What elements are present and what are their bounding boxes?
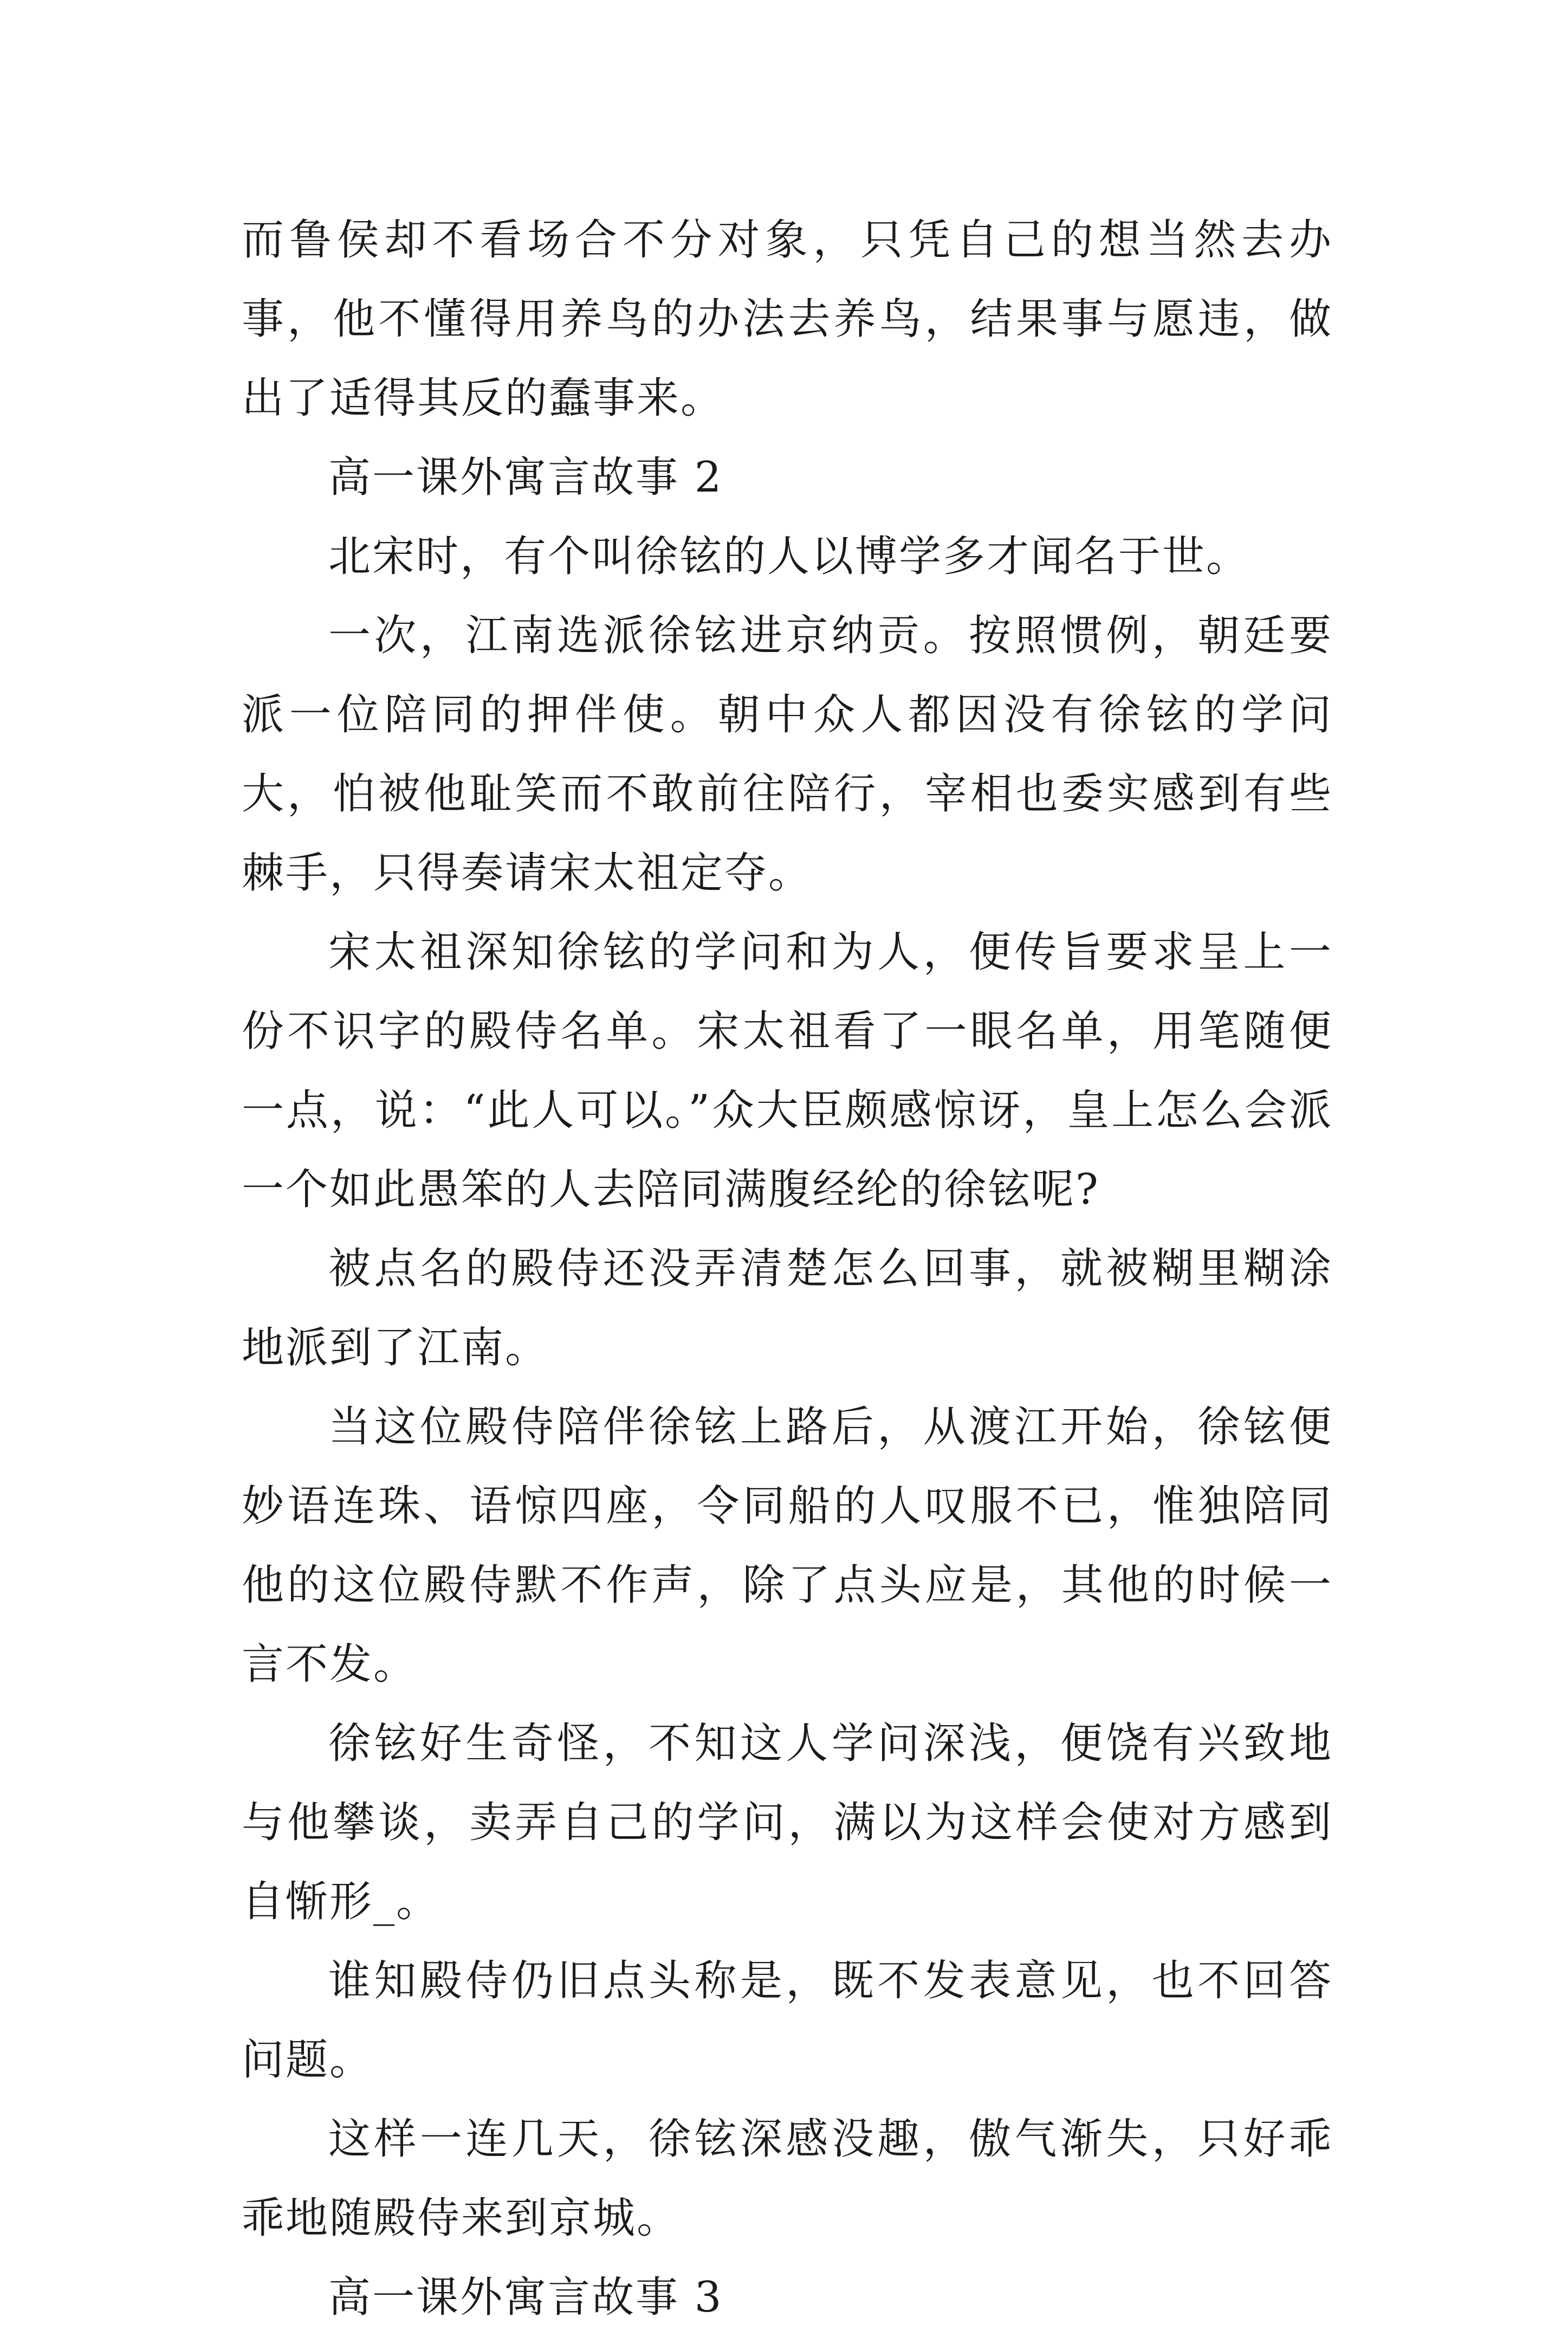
- paragraph-5: 被点名的殿侍还没弄清楚怎么回事，就被糊里糊涂地派到了江南。: [242, 1244, 1333, 1372]
- story-heading-2: 高一课外寓言故事 2: [328, 453, 723, 502]
- story-heading-3: 高一课外寓言故事 3: [328, 2273, 723, 2322]
- paragraph-4: 宋太祖深知徐铉的学问和为人，便传旨要求呈上一份不识字的殿侍名单。宋太祖看了一眼名单，用笔随便一点，说：“此人可以。”众大臣颇感惊讶，皇上怎么会派一个如此愚笨的人去陪同满腹经纶的徐铉呢?: [242, 928, 1333, 1214]
- document-body: [242, 201, 1333, 2337]
- paragraph-8: 谁知殿侍仍旧点头称是，既不发表意见，也不回答问题。: [242, 1957, 1333, 2084]
- paragraph-2: 北宋时，有个叫徐铉的人以博学多才闻名于世。: [328, 532, 1250, 581]
- paragraph-1: 而鲁侯却不看场合不分对象，只凭自己的想当然去办事，他不懂得用养鸟的办法去养鸟，结果事与愿违，做出了适得其反的蠢事来。: [242, 216, 1333, 423]
- paragraph-9: 这样一连几天，徐铉深感没趣，傲气渐失，只好乖乖地随殿侍来到京城。: [242, 2115, 1333, 2243]
- paragraph-3: 一次，江南选派徐铉进京纳贡。按照惯例，朝廷要派一位陪同的押伴使。朝中众人都因没有徐铉的学问大，怕被他耻笑而不敢前往陪行，宰相也委实感到有些棘手，只得奏请宋太祖定夺。: [242, 611, 1333, 898]
- paragraph-6: 当这位殿侍陪伴徐铉上路后，从渡江开始，徐铉便妙语连珠、语惊四座，令同船的人叹服不已，惟独陪同他的这位殿侍默不作声，除了点头应是，其他的时候一言不发。: [242, 1403, 1333, 1689]
- paragraph-7: 徐铉好生奇怪，不知这人学问深浅，便饶有兴致地与他攀谈，卖弄自己的学问，满以为这样会使对方感到自惭形_。: [242, 1719, 1333, 1926]
